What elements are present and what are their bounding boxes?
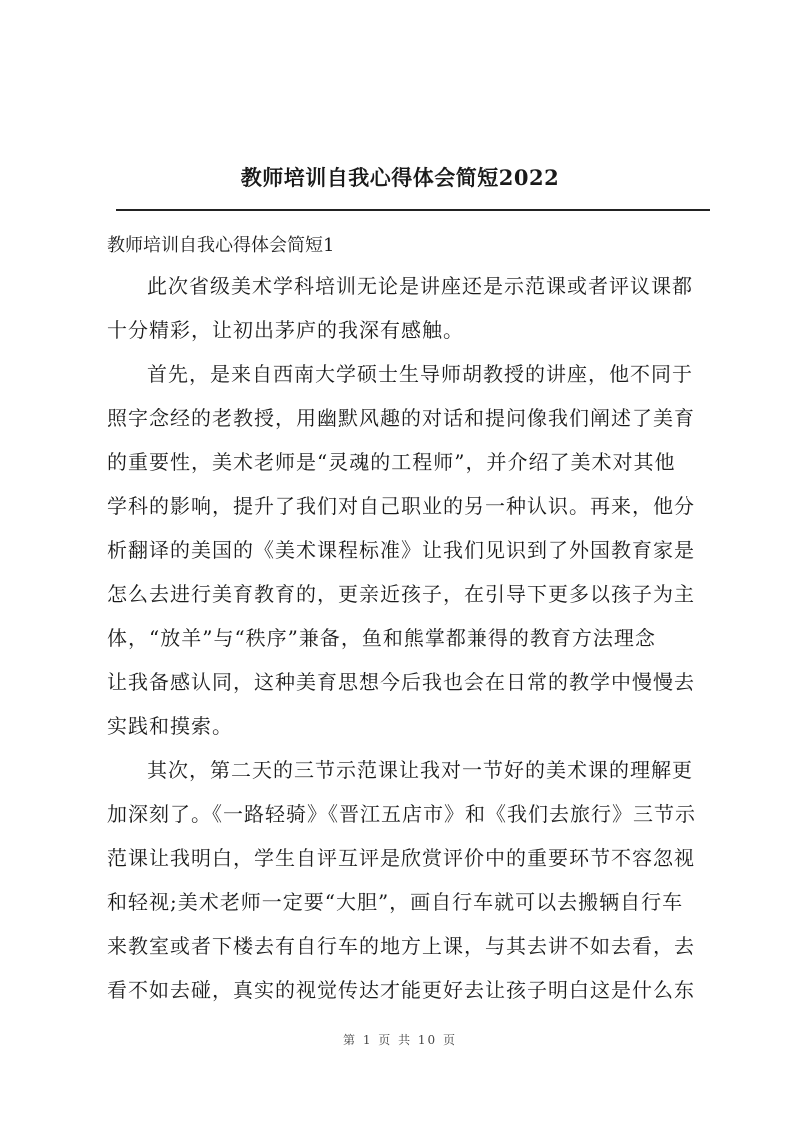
text-line: 学科的影响，提升了我们对自己职业的另一种认识。再来，他分	[107, 494, 695, 518]
text-line: 首先，是来自西南大学硕士生导师胡教授的讲座，他不同于	[147, 362, 693, 386]
section-heading: 教师培训自我心得体会简短1	[107, 235, 335, 256]
text-line: 看不如去碰，真实的视觉传达才能更好去让孩子明白这是什么东	[107, 978, 695, 1002]
title-divider	[116, 209, 710, 211]
text-line: 体，“放羊”与“秩序”兼备，鱼和熊掌都兼得的教育方法理念	[107, 626, 656, 650]
text-line: 范课让我明白，学生自评互评是欣赏评价中的重要环节不容忽视	[107, 846, 695, 870]
text-line: 十分精彩，让初出茅庐的我深有感触。	[107, 318, 464, 342]
text-line: 让我备感认同，这种美育思想今后我也会在日常的教学中慢慢去	[107, 670, 695, 694]
text-line: 怎么去进行美育教育的，更亲近孩子，在引导下更多以孩子为主	[107, 582, 695, 606]
document-title: 教师培训自我心得体会简短2022	[240, 165, 560, 190]
text-line: 和轻视;美术老师一定要“大胆”，画自行车就可以去搬辆自行车	[107, 890, 684, 914]
text-line: 照字念经的老教授，用幽默风趣的对话和提问像我们阐述了美育	[107, 406, 695, 430]
text-line: 其次，第二天的三节示范课让我对一节好的美术课的理解更	[147, 758, 693, 782]
text-line: 此次省级美术学科培训无论是讲座还是示范课或者评议课都	[147, 274, 693, 298]
text-line: 析翻译的美国的《美术课程标准》让我们见识到了外国教育家是	[107, 538, 695, 562]
text-line: 的重要性，美术老师是“灵魂的工程师”，并介绍了美术对其他	[107, 450, 676, 474]
text-line: 加深刻了。《一路轻骑》《晋江五店市》和《我们去旅行》三节示	[107, 802, 696, 826]
page-footer: 第 1 页 共 10 页	[343, 1033, 457, 1047]
text-line: 来教室或者下楼去有自行车的地方上课，与其去讲不如去看，去	[107, 934, 695, 958]
text-line: 实践和摸索。	[107, 714, 233, 738]
